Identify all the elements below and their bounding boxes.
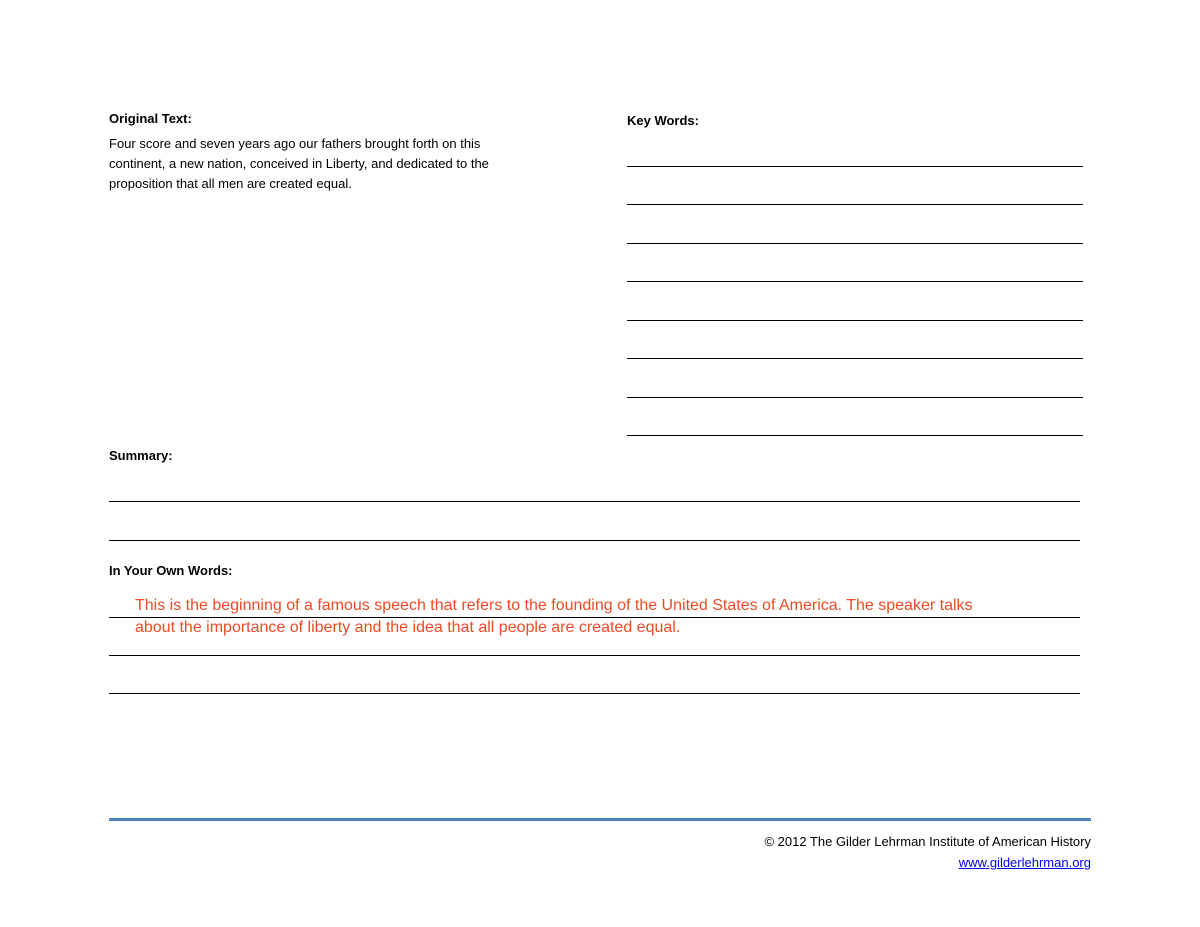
summary-label: Summary: xyxy=(109,448,173,463)
own-words-line[interactable] xyxy=(109,655,1080,656)
key-word-line[interactable] xyxy=(627,320,1083,321)
key-word-line[interactable] xyxy=(627,243,1083,244)
key-word-line[interactable] xyxy=(627,281,1083,282)
key-word-line[interactable] xyxy=(627,204,1083,205)
footer-copyright: © 2012 The Gilder Lehrman Institute of American History xyxy=(764,834,1091,849)
original-text-body xyxy=(109,134,489,194)
original-text-line: proposition that all men are created equal. xyxy=(109,176,352,191)
footer-website-link[interactable]: www.gilderlehrman.org xyxy=(958,855,1091,870)
key-word-line[interactable] xyxy=(627,397,1083,398)
own-words-label: In Your Own Words: xyxy=(109,563,233,578)
original-text-label: Original Text: xyxy=(109,111,192,126)
own-words-line[interactable] xyxy=(109,693,1080,694)
original-text-line: Four score and seven years ago our fathers brought forth on this xyxy=(109,136,481,151)
key-word-line[interactable] xyxy=(627,435,1083,436)
summary-line[interactable] xyxy=(109,540,1080,541)
key-words-label: Key Words: xyxy=(627,113,699,128)
own-words-answer-line: This is the beginning of a famous speech that refers to the founding of the United States of America. The speaker talks xyxy=(135,597,973,614)
summary-line[interactable] xyxy=(109,501,1080,502)
original-text-line: continent, a new nation, conceived in Liberty, and dedicated to the xyxy=(109,156,489,171)
footer-divider xyxy=(109,818,1091,821)
key-word-line[interactable] xyxy=(627,358,1083,359)
own-words-answer-line: about the importance of liberty and the idea that all people are created equal. xyxy=(135,619,681,636)
key-word-line[interactable] xyxy=(627,166,1083,167)
